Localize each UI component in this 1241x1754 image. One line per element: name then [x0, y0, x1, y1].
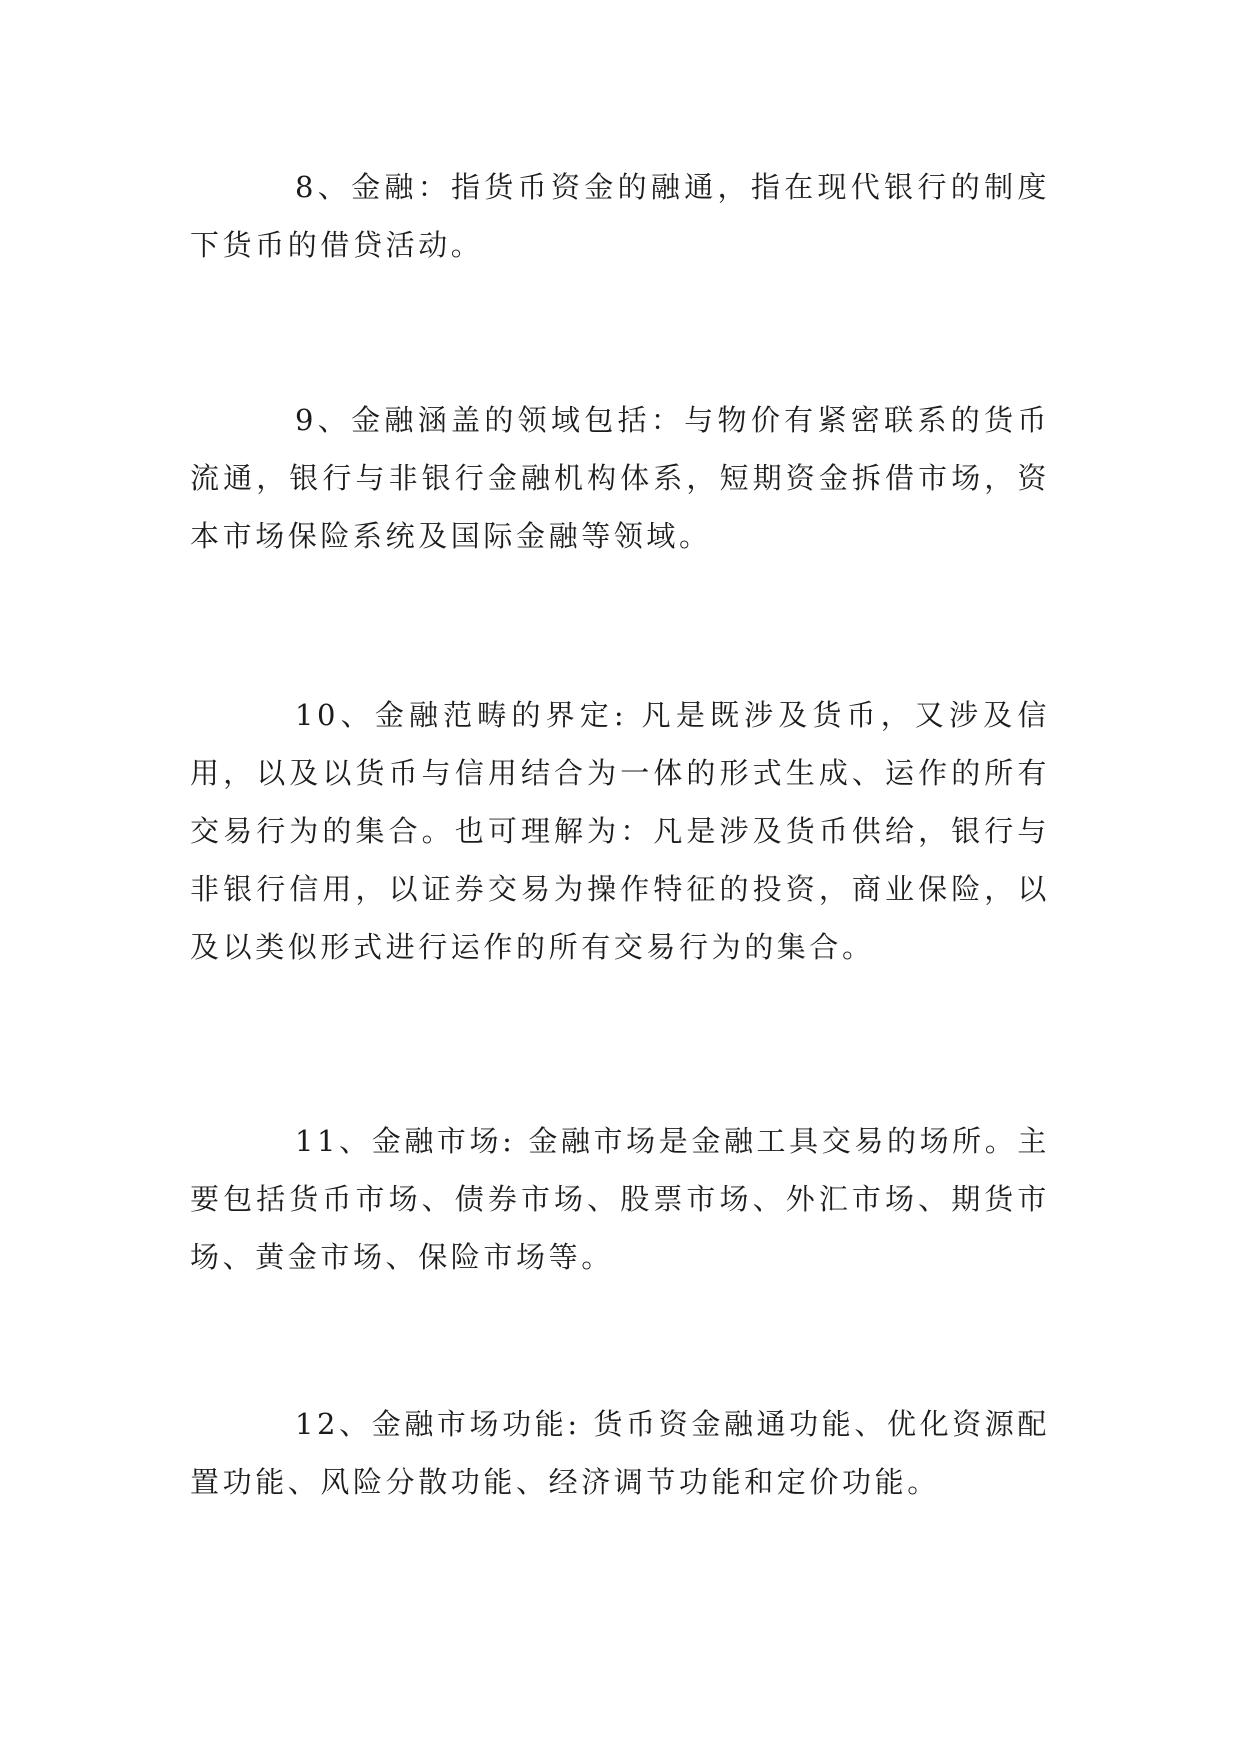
paragraph-item-12: 12、金融市场功能: 货币资金融通功能、优化资源配置功能、风险分散功能、经济调节功能和定价功能。 [190, 1407, 1050, 1499]
paragraph-item-9: 9、金融涵盖的领域包括：与物价有紧密联系的货币流通，银行与非银行金融机构体系，短期资金拆借市场，资本市场保险系统及国际金融等领域。 [190, 403, 1050, 553]
paragraph-item-11: 11、金融市场: 金融市场是金融工具交易的场所。主要包括货币市场、债券市场、股票市场、外汇市场、期货市场、黄金市场、保险市场等。 [190, 1124, 1050, 1274]
paragraph-item-8: 8、金融：指货币资金的融通，指在现代银行的制度下货币的借贷活动。 [190, 170, 1050, 262]
paragraph-item-10: 10、金融范畴的界定: 凡是既涉及货币，又涉及信用，以及以货币与信用结合为一体的形式生成、运作的所有交易行为的集合。也可理解为：凡是涉及货币供给，银行与非银行信用，以证券交易为操作特征的投资，商业保险，以及以类似形式进行运作的所有交易行为的集合。 [190, 698, 1050, 964]
